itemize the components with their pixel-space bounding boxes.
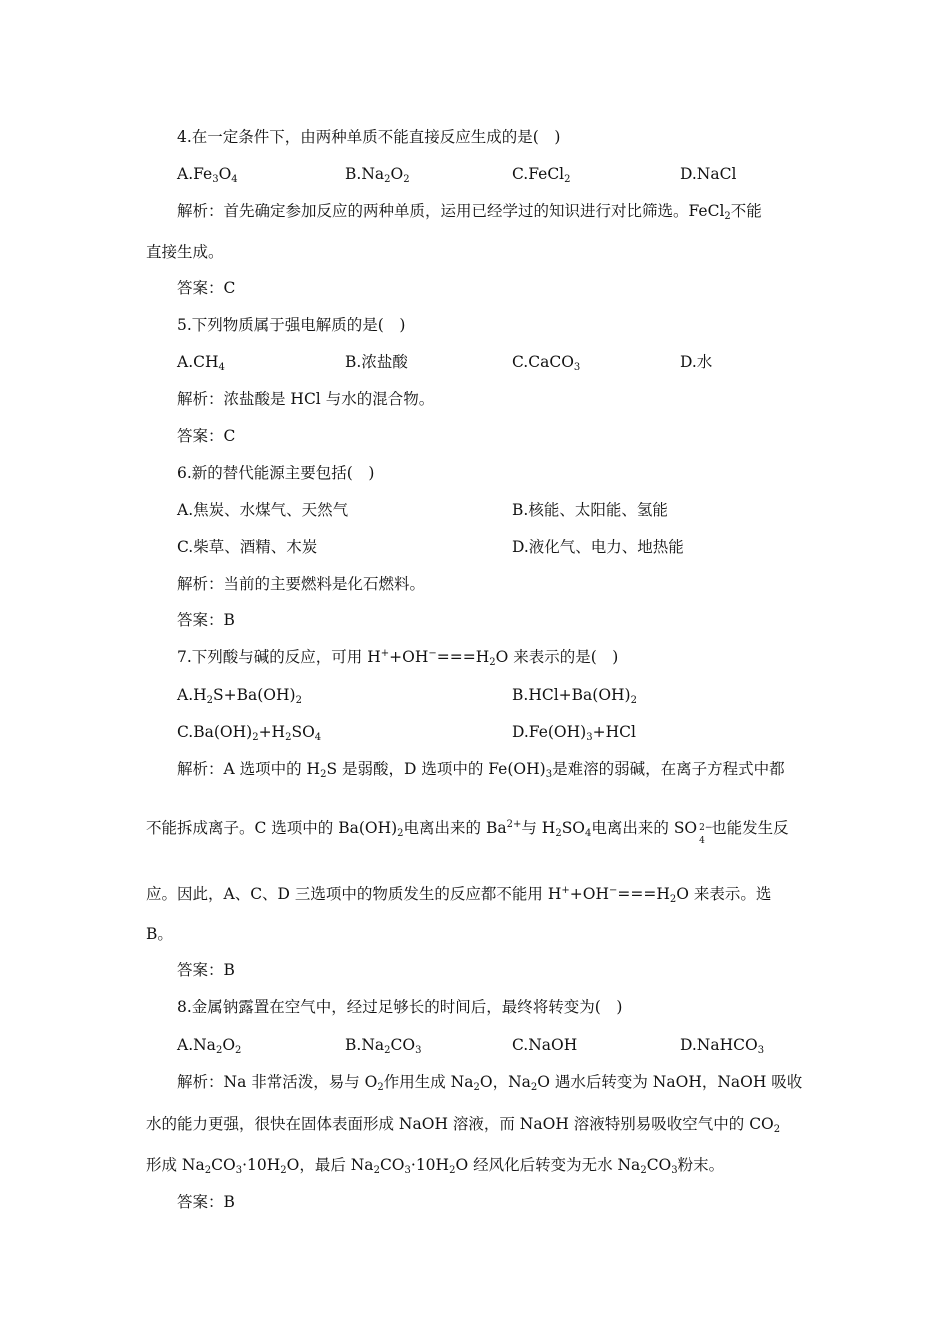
q4-option-c: C.FeCl$_2$ <box>512 165 571 185</box>
q6-option-b: B.核能、太阳能、氢能 <box>512 501 668 519</box>
q7-analysis-line-3: 应。因此，A、C、D 三选项中的物质发生的反应都不能用 $H^++OH^-===H_2O$ 来表示。选 <box>146 885 772 905</box>
q7-option-c: $C.Ba(OH)_2+H_2SO_4$ <box>177 723 322 743</box>
q7-option-b: $B.HCl+Ba(OH)_2$ <box>512 686 637 706</box>
q6-option-d: D.液化气、电力、地热能 <box>512 538 684 556</box>
q7-answer: 答案：B <box>177 961 235 979</box>
q8-answer: 答案：B <box>177 1193 235 1211</box>
q6-answer: 答案：B <box>177 611 235 629</box>
q5-option-d: D.水 <box>680 353 713 371</box>
q8-option-d: D.NaHCO$_3$ <box>680 1036 765 1056</box>
q5-option-c: C.CaCO$_3$ <box>512 353 581 373</box>
q8-option-c: C.NaOH <box>512 1036 578 1054</box>
q4-analysis-line-1: 解析：首先确定参加反应的两种单质，运用已经学过的知识进行对比筛选。FeCl$_2$不能 <box>177 202 762 222</box>
q4-stem: 4.在一定条件下，由两种单质不能直接反应生成的是( ) <box>177 128 561 146</box>
q4-option-a: $A.Fe_3O_4$ <box>177 165 238 185</box>
q7-option-d: $D.Fe(OH)_3+HCl$ <box>512 723 636 743</box>
q7-analysis-line-4: B。 <box>146 925 173 943</box>
q7-option-a: $A.H_2S+Ba(OH)_2$ <box>177 686 302 706</box>
q8-analysis-line-2: 水的能力更强，很快在固体表面形成 NaOH 溶液，而 NaOH 溶液特别易吸收空气中的 $CO_2$ <box>146 1115 781 1135</box>
q7-analysis-line-2: 不能拆成离子。C 选项中的 $Ba(OH)_2$电离出来的 $Ba^{2+}$与 $H_2SO_4$电离出来的 SO 2− 4 也能发生反 <box>146 819 789 846</box>
q8-option-b: $B.Na_2CO_3$ <box>345 1036 422 1056</box>
q4-analysis-line-2: 直接生成。 <box>146 243 224 261</box>
q4-option-b: $B.Na_2O_2$ <box>345 165 410 185</box>
q4-answer: 答案：C <box>177 279 236 297</box>
q8-analysis-line-3: 形成 $Na_2CO_3\cdot 10H_2O$，最后 $Na_2CO_3\cdot 10H_2O$ 经风化后转变为无水 $Na_2CO_3$粉末。 <box>146 1156 725 1176</box>
q5-answer: 答案：C <box>177 427 236 445</box>
q8-option-a: $A.Na_2O_2$ <box>177 1036 242 1056</box>
q6-option-c: C.柴草、酒精、木炭 <box>177 538 318 556</box>
sulfate-charge-stack: 2− 4 <box>699 823 713 846</box>
q4-option-d: D.NaCl <box>680 165 737 183</box>
q6-option-a: A.焦炭、水煤气、天然气 <box>177 501 349 519</box>
q7-analysis-line-1: 解析：A 选项中的 $H_2S$ 是弱酸，D 选项中的 $Fe(OH)_3$是难溶的弱碱，在离子方程式中都 <box>177 760 785 780</box>
q6-stem: 6.新的替代能源主要包括( ) <box>177 464 375 482</box>
q5-option-b: B.浓盐酸 <box>345 353 408 371</box>
q5-option-a: $A.CH_4$ <box>177 353 225 373</box>
q5-analysis: 解析：浓盐酸是 HCl 与水的混合物。 <box>177 390 435 408</box>
q8-stem: 8.金属钠露置在空气中，经过足够长的时间后，最终将转变为( ) <box>177 998 623 1016</box>
q7-stem: 7.下列酸与碱的反应，可用 $H^++OH^-===H_2O$ 来表示的是( ) <box>177 648 619 668</box>
q8-analysis-line-1: 解析：Na 非常活泼，易与 $O_2$作用生成 $Na_2O$，$Na_2O$ 遇水后转变为 NaOH，NaOH 吸收 <box>177 1073 803 1093</box>
q5-stem: 5.下列物质属于强电解质的是( ) <box>177 316 406 334</box>
q6-analysis: 解析：当前的主要燃料是化石燃料。 <box>177 575 426 593</box>
